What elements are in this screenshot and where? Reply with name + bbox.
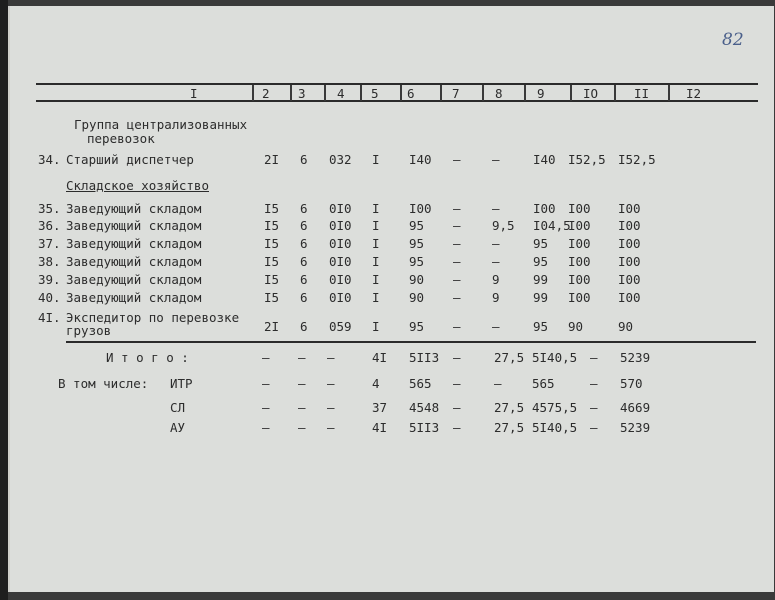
row-cell-c6: I40: [409, 152, 432, 167]
column-header-11: II: [634, 86, 650, 101]
row-cell-c10: I00: [568, 218, 591, 233]
totals-cell-c5: 37: [372, 400, 388, 415]
row-cell-c9: I40: [533, 152, 556, 167]
row-cell-c4: 0I0: [329, 254, 352, 269]
row-cell-c4: 0I0: [329, 290, 352, 305]
row-cell-c10: I00: [568, 290, 591, 305]
totals-cell-c10: –: [590, 350, 598, 365]
row-cell-c7: –: [453, 236, 461, 251]
row-cell-c4: 0I0: [329, 201, 352, 216]
totals-cell-c10: –: [590, 420, 598, 435]
row-cell-c9: 99: [533, 272, 549, 287]
header-bottom-rule: [36, 100, 758, 102]
totals-cell-c5: 4: [372, 376, 380, 391]
row-number: 35.: [38, 201, 61, 216]
row-position-name: Заведующий складом: [66, 236, 202, 251]
row-cell-c5: I: [372, 290, 380, 305]
totals-cell-c2: –: [262, 420, 270, 435]
row-cell-c5: I: [372, 201, 380, 216]
row-cell-c3: 6: [300, 201, 308, 216]
row-cell-c8: –: [492, 254, 500, 269]
column-separator: [252, 85, 254, 101]
row-cell-c6: 90: [409, 272, 425, 287]
row-cell-c8: –: [492, 152, 500, 167]
totals-cell-c5: 4I: [372, 350, 388, 365]
totals-cell-c9: 565: [532, 376, 555, 391]
totals-cell-c10: –: [590, 376, 598, 391]
column-header-9: 9: [537, 86, 545, 101]
totals-cell-c7: –: [453, 400, 461, 415]
totals-cell-c4: –: [327, 376, 335, 391]
column-header-10: IO: [583, 86, 599, 101]
row-cell-c3: 6: [300, 319, 308, 334]
totals-cell-c8: 27,5: [494, 350, 525, 365]
row-number: 36.: [38, 218, 61, 233]
row-cell-c6: 95: [409, 319, 425, 334]
totals-cell-c11: 570: [620, 376, 643, 391]
totals-cell-c6: 4548: [409, 400, 440, 415]
totals-cell-c9: 4575,5: [532, 400, 578, 415]
binding-edge: [0, 0, 8, 600]
row-position-name: Заведующий складом: [66, 254, 202, 269]
column-separator: [614, 85, 616, 101]
row-cell-c9: 99: [533, 290, 549, 305]
row-cell-c5: I: [372, 236, 380, 251]
totals-label: В том числе:: [58, 376, 149, 391]
row-cell-c5: I: [372, 319, 380, 334]
row-cell-c11: I00: [618, 254, 641, 269]
row-cell-c3: 6: [300, 254, 308, 269]
totals-cell-c10: –: [590, 400, 598, 415]
row-cell-c4: 0I0: [329, 272, 352, 287]
row-cell-c8: –: [492, 236, 500, 251]
row-cell-c9: I00: [533, 201, 556, 216]
row-cell-c4: 032: [329, 152, 352, 167]
row-cell-c3: 6: [300, 272, 308, 287]
column-header-7: 7: [452, 86, 460, 101]
row-number: 38.: [38, 254, 61, 269]
row-cell-c11: I00: [618, 290, 641, 305]
row-cell-c4: 0I0: [329, 218, 352, 233]
row-cell-c7: –: [453, 152, 461, 167]
row-cell-c2: I5: [264, 254, 280, 269]
row-position-name: Экспедитор по перевозке: [66, 310, 240, 325]
page-number: 82: [722, 30, 744, 50]
column-separator: [440, 85, 442, 101]
row-number: 4I.: [38, 310, 61, 325]
row-number: 39.: [38, 272, 61, 287]
row-cell-c10: I00: [568, 272, 591, 287]
row-cell-c2: I5: [264, 272, 280, 287]
row-cell-c7: –: [453, 272, 461, 287]
group-title: Группа централизованных: [74, 117, 248, 132]
row-cell-c2: 2I: [264, 152, 280, 167]
column-separator: [400, 85, 402, 101]
column-header-1: I: [190, 86, 198, 101]
row-cell-c11: I52,5: [618, 152, 656, 167]
column-header-12: I2: [686, 86, 702, 101]
totals-cell-c6: 5II3: [409, 420, 440, 435]
totals-cell-c3: –: [298, 376, 306, 391]
row-cell-c5: I: [372, 254, 380, 269]
totals-cell-c2: –: [262, 400, 270, 415]
totals-rule: [66, 341, 756, 343]
header-top-rule: [36, 83, 758, 85]
row-number: 34.: [38, 152, 61, 167]
row-number: 40.: [38, 290, 61, 305]
row-cell-c6: 95: [409, 218, 425, 233]
row-position-name-continued: грузов: [66, 323, 112, 338]
totals-cell-c5: 4I: [372, 420, 388, 435]
totals-sublabel: АУ: [170, 420, 186, 435]
row-cell-c11: I00: [618, 218, 641, 233]
row-cell-c8: 9,5: [492, 218, 515, 233]
row-position-name: Заведующий складом: [66, 272, 202, 287]
totals-cell-c4: –: [327, 350, 335, 365]
row-cell-c3: 6: [300, 290, 308, 305]
totals-cell-c3: –: [298, 400, 306, 415]
totals-cell-c2: –: [262, 376, 270, 391]
column-header-5: 5: [371, 86, 379, 101]
column-separator: [360, 85, 362, 101]
totals-cell-c7: –: [453, 420, 461, 435]
row-position-name: Заведующий складом: [66, 290, 202, 305]
row-position-name: Старший диспетчер: [66, 152, 194, 167]
totals-cell-c2: –: [262, 350, 270, 365]
totals-cell-c4: –: [327, 420, 335, 435]
row-position-name: Заведующий складом: [66, 201, 202, 216]
row-cell-c5: I: [372, 272, 380, 287]
row-cell-c7: –: [453, 218, 461, 233]
row-cell-c6: 95: [409, 254, 425, 269]
row-cell-c2: I5: [264, 236, 280, 251]
row-cell-c10: I52,5: [568, 152, 606, 167]
totals-cell-c3: –: [298, 350, 306, 365]
row-cell-c9: 95: [533, 236, 549, 251]
column-separator: [570, 85, 572, 101]
row-cell-c3: 6: [300, 218, 308, 233]
row-number: 37.: [38, 236, 61, 251]
row-cell-c6: I00: [409, 201, 432, 216]
row-cell-c9: I04,5: [533, 218, 571, 233]
totals-cell-c6: 5II3: [409, 350, 440, 365]
row-cell-c8: 9: [492, 272, 500, 287]
row-cell-c7: –: [453, 201, 461, 216]
row-cell-c3: 6: [300, 152, 308, 167]
row-cell-c8: –: [492, 319, 500, 334]
row-cell-c11: I00: [618, 236, 641, 251]
totals-cell-c6: 565: [409, 376, 432, 391]
totals-label: И т о г о :: [106, 350, 189, 365]
row-position-name: Заведующий складом: [66, 218, 202, 233]
row-cell-c11: 90: [618, 319, 634, 334]
row-cell-c6: 95: [409, 236, 425, 251]
totals-sublabel: СЛ: [170, 400, 186, 415]
totals-cell-c11: 5239: [620, 420, 651, 435]
row-cell-c7: –: [453, 319, 461, 334]
totals-cell-c7: –: [453, 350, 461, 365]
column-header-4: 4: [337, 86, 345, 101]
row-cell-c7: –: [453, 290, 461, 305]
column-header-6: 6: [407, 86, 415, 101]
totals-cell-c11: 5239: [620, 350, 651, 365]
totals-cell-c8: 27,5: [494, 400, 525, 415]
row-cell-c9: 95: [533, 319, 549, 334]
totals-sublabel: ИТР: [170, 376, 193, 391]
row-cell-c11: I00: [618, 272, 641, 287]
row-cell-c3: 6: [300, 236, 308, 251]
column-separator: [524, 85, 526, 101]
row-cell-c8: 9: [492, 290, 500, 305]
row-cell-c9: 95: [533, 254, 549, 269]
row-cell-c2: I5: [264, 218, 280, 233]
row-cell-c10: I00: [568, 201, 591, 216]
group-title-continued: перевозок: [87, 131, 155, 146]
row-cell-c10: I00: [568, 236, 591, 251]
totals-cell-c8: 27,5: [494, 420, 525, 435]
totals-cell-c9: 5I40,5: [532, 350, 578, 365]
row-cell-c6: 90: [409, 290, 425, 305]
row-cell-c4: 059: [329, 319, 352, 334]
totals-cell-c9: 5I40,5: [532, 420, 578, 435]
row-cell-c5: I: [372, 152, 380, 167]
totals-cell-c8: –: [494, 376, 502, 391]
row-cell-c2: I5: [264, 290, 280, 305]
totals-cell-c3: –: [298, 420, 306, 435]
row-cell-c10: 90: [568, 319, 584, 334]
row-cell-c7: –: [453, 254, 461, 269]
column-header-3: 3: [298, 86, 306, 101]
row-cell-c8: –: [492, 201, 500, 216]
column-separator: [482, 85, 484, 101]
column-separator: [324, 85, 326, 101]
row-cell-c5: I: [372, 218, 380, 233]
row-cell-c11: I00: [618, 201, 641, 216]
row-cell-c2: 2I: [264, 319, 280, 334]
section-title: Складское хозяйство: [66, 178, 209, 193]
column-separator: [290, 85, 292, 101]
row-cell-c4: 0I0: [329, 236, 352, 251]
column-header-2: 2: [262, 86, 270, 101]
totals-cell-c11: 4669: [620, 400, 651, 415]
row-cell-c2: I5: [264, 201, 280, 216]
totals-cell-c4: –: [327, 400, 335, 415]
totals-cell-c7: –: [453, 376, 461, 391]
column-separator: [668, 85, 670, 101]
row-cell-c10: I00: [568, 254, 591, 269]
column-header-8: 8: [495, 86, 503, 101]
